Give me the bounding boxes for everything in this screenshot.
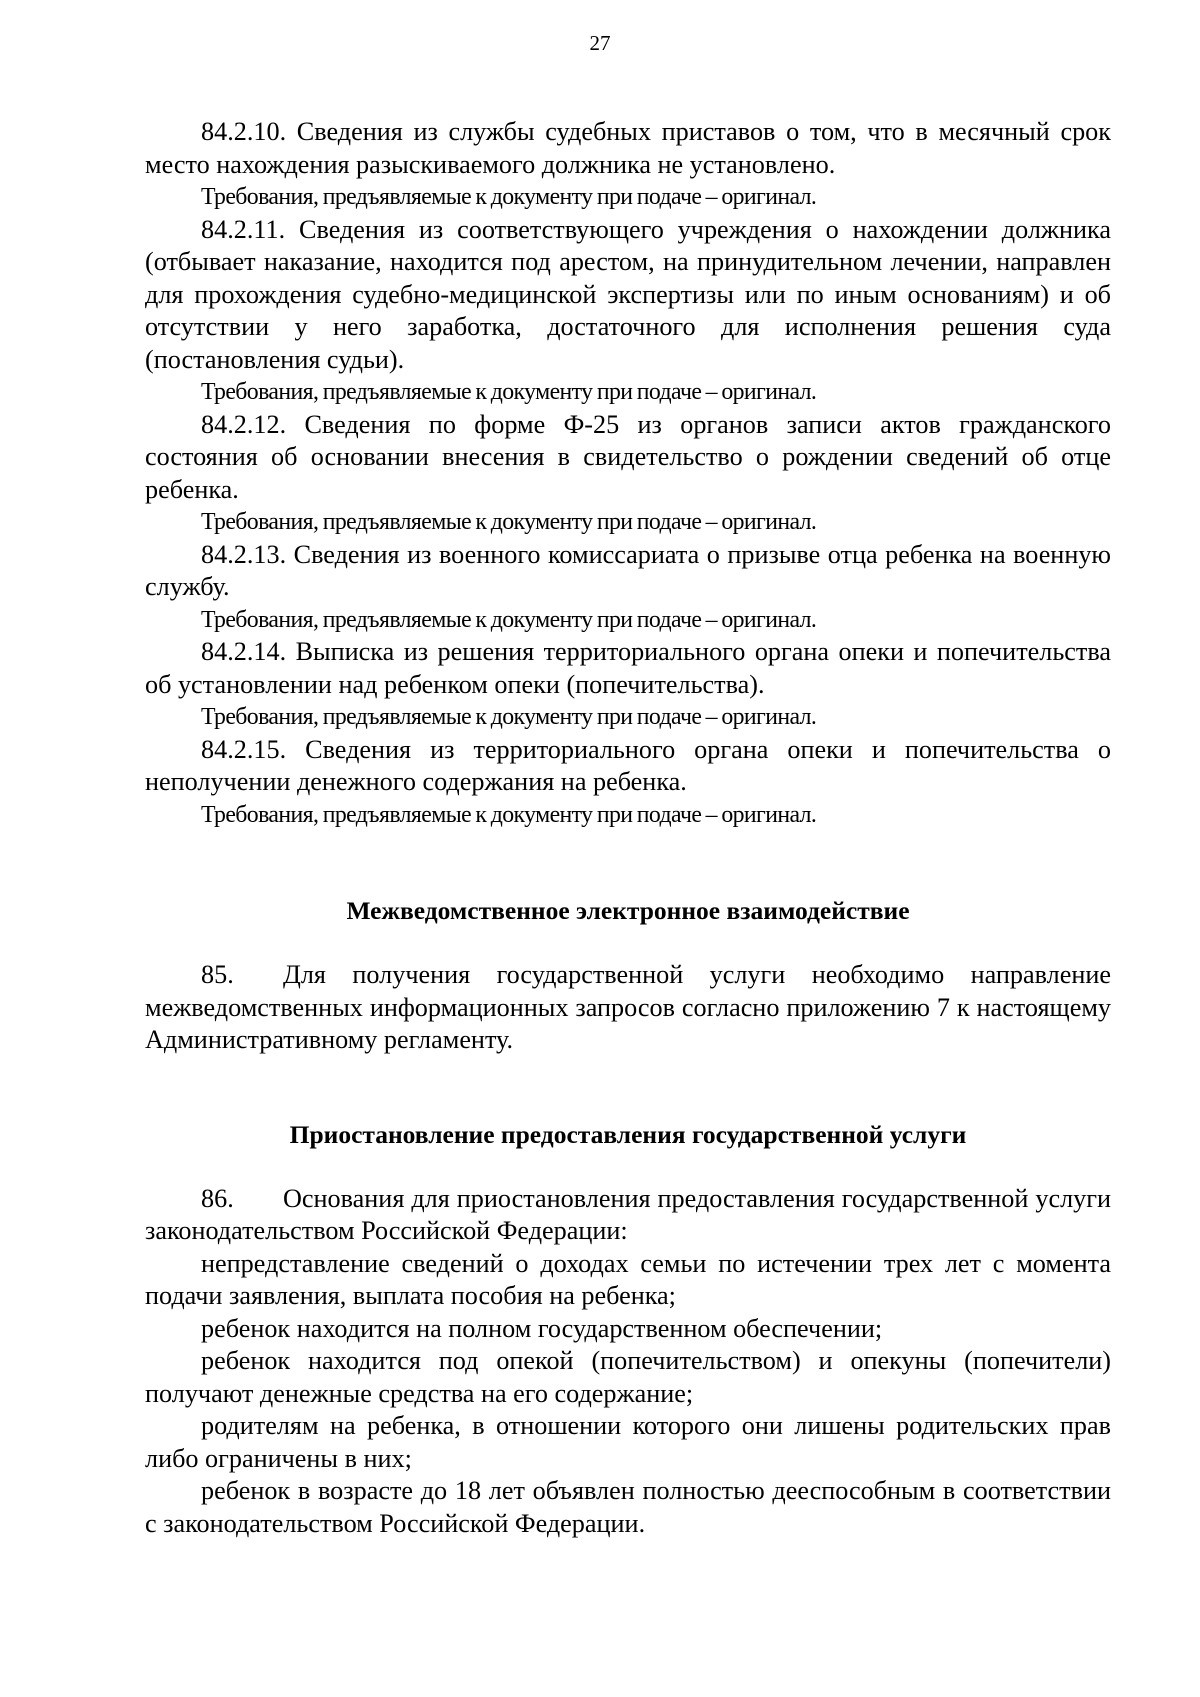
item-84-2-12: 84.2.12. Сведения по форме Ф-25 из органов записи актов гражданского состояния об основании внесения в свидетельство о рождении сведений об отце ребенка. [145,409,1111,504]
item-86 [145,1183,1111,1248]
requirement-84-2-14: Требования, предъявляемые к документу при подаче – оригинал. [201,704,817,730]
page-number: 27 [589,31,611,55]
item-number: 85. [201,960,234,989]
item-84-2-13: 84.2.13. Сведения из военного комиссариата о призыве отца ребенка на военную службу. [145,539,1111,601]
item-85 [145,959,1111,1057]
suspension-ground: непредставление сведений о доходах семьи по истечении трех лет с момента подачи заявления, выплата пособия на ребенка; [145,1248,1111,1310]
item-84-2-14: 84.2.14. Выписка из решения территориального органа опеки и попечительства об установлении над ребенком опеки (попечительства). [145,637,1111,699]
item-84-2-15: 84.2.15. Сведения из территориального органа опеки и попечительства о неполучении денежного содержания на ребенка. [145,734,1111,796]
section-heading-interagency: Межведомственное электронное взаимодействие [346,896,910,925]
item-number: 86. [201,1183,234,1213]
item-84-2-11: 84.2.11. Сведения из соответствующего учреждения о нахождении должника (отбывает наказание, находится под арестом, на принудительном лечении, направлен для прохождения судебно-медицинской экспертизы или по иным основаниям) и об отсутствии у него заработка, достаточного для исполнения решения суда (постановления судьи). [145,214,1111,374]
item-84-2-10: 84.2.10. Сведения из службы судебных приставов о том, что в месячный срок место нахождения разыскиваемого должника не установлено. [145,117,1111,179]
suspension-ground: ребенок в возрасте до 18 лет объявлен полностью дееспособным в соответствии с законодательством Российской Федерации. [145,1476,1111,1538]
requirement-84-2-13: Требования, предъявляемые к документу при подаче – оригинал. [201,606,817,633]
spacer [145,1057,1111,1119]
spacer [145,831,1111,895]
requirement-84-2-15: Требования, предъявляемые к документу при подаче – оригинал. [201,801,817,828]
suspension-ground: ребенок находится под опекой (попечительством) и опекуны (попечители) получают денежные средства на его содержание; [145,1346,1111,1408]
spacer [145,927,1111,959]
item-85-text: Для получения государственной услуги необходимо направление межведомственных информационных запросов согласно приложению 7 к настоящему Административному регламенту. [145,960,1111,1054]
requirement-84-2-12: Требования, предъявляемые к документу при подаче – оригинал. [201,509,817,535]
suspension-ground: ребенок находится на полном государственном обеспечении; [201,1313,883,1343]
suspension-ground: родителям на ребенка, в отношении которого они лишены родительских прав либо ограничены в них; [145,1411,1111,1473]
requirement-84-2-11: Требования, предъявляемые к документу при подаче – оригинал. [201,379,817,405]
section-heading-suspension: Приостановление предоставления государственной услуги [289,1119,967,1149]
item-86-text: Основания для приостановления предоставления государственной услуги законодательством Российской Федерации: [145,1183,1111,1245]
requirement-84-2-10: Требования, предъявляемые к документу при подаче – оригинал. [201,184,817,210]
document-body [145,116,1111,1540]
spacer [145,1151,1111,1183]
